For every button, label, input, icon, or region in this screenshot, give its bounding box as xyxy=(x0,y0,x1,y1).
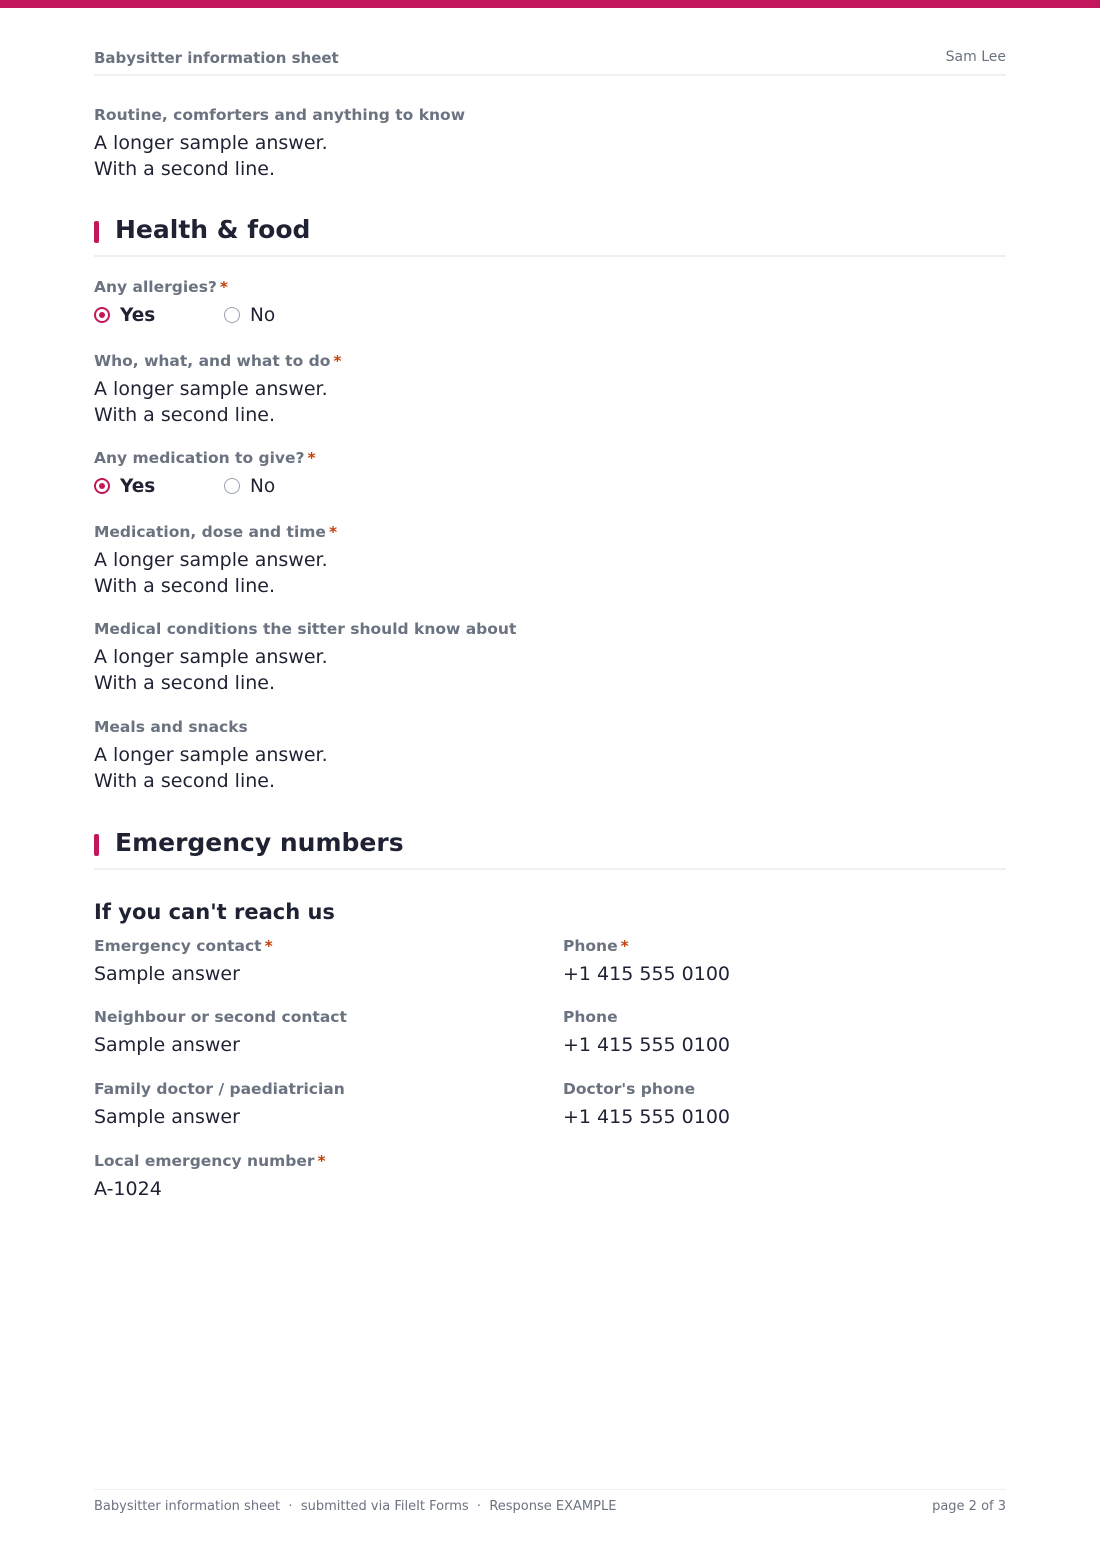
field-label: Medical conditions the sitter should know about xyxy=(94,620,517,638)
label-text: Phone xyxy=(563,937,618,955)
emergency-subheading: If you can't reach us xyxy=(94,900,335,924)
allergies-radio-group xyxy=(94,302,276,328)
answer-line: With a second line. xyxy=(94,404,275,426)
label-text: Any medication to give? xyxy=(94,449,305,467)
label-text: Who, what, and what to do xyxy=(94,352,331,370)
radio-label: Yes xyxy=(120,304,156,326)
radio-label: Yes xyxy=(120,475,156,497)
radio-unchecked-icon xyxy=(224,478,240,494)
field-value: A-1024 xyxy=(94,1178,162,1200)
required-marker: * xyxy=(307,449,316,467)
field-label xyxy=(94,351,341,371)
answer-line: With a second line. xyxy=(94,770,275,792)
answer-line: A longer sample answer. xyxy=(94,549,328,571)
field-label: Meals and snacks xyxy=(94,718,248,736)
medication-radio-group xyxy=(94,473,316,499)
allergies-yes-radio[interactable] xyxy=(94,302,155,328)
required-marker: * xyxy=(328,523,338,541)
document-page xyxy=(94,0,1006,1556)
field-value xyxy=(94,130,465,182)
answer-line: With a second line. xyxy=(94,158,275,180)
allergies-no-radio[interactable] xyxy=(224,302,275,328)
field-value xyxy=(94,376,341,428)
radio-unchecked-icon xyxy=(224,307,240,323)
doctor-field xyxy=(94,1079,345,1130)
field-value: Sample answer xyxy=(94,963,240,985)
document-author: Sam Lee xyxy=(945,49,1006,65)
meals-field xyxy=(94,717,328,794)
radio-label: No xyxy=(250,304,276,326)
label-text: Local emergency number xyxy=(94,1152,315,1170)
medication-field xyxy=(94,448,316,499)
required-marker: * xyxy=(620,937,629,955)
emergency-contact-field xyxy=(94,936,273,987)
answer-line: A longer sample answer. xyxy=(94,132,328,154)
radio-label: No xyxy=(250,475,276,497)
neighbour-field xyxy=(94,1007,347,1058)
field-label xyxy=(94,1151,326,1171)
emergency-contact-phone-field xyxy=(563,936,730,987)
neighbour-phone-field xyxy=(563,1007,730,1058)
answer-line: With a second line. xyxy=(94,575,275,597)
answer-line: A longer sample answer. xyxy=(94,744,328,766)
answer-line: A longer sample answer. xyxy=(94,646,328,668)
who-what-field xyxy=(94,351,341,428)
section-title: Health & food xyxy=(115,215,311,244)
field-label: Doctor's phone xyxy=(563,1080,696,1098)
required-marker: * xyxy=(333,352,342,370)
required-marker: * xyxy=(264,937,273,955)
field-label: Family doctor / paediatrician xyxy=(94,1080,345,1098)
field-label: Neighbour or second contact xyxy=(94,1008,347,1026)
label-text: Any allergies? xyxy=(94,278,217,296)
field-value: Sample answer xyxy=(94,1106,240,1128)
field-value: +1 415 555 0100 xyxy=(563,1034,731,1056)
field-label xyxy=(94,277,228,297)
answer-line: With a second line. xyxy=(94,672,275,694)
field-label xyxy=(94,448,316,468)
routine-field xyxy=(94,105,465,182)
page-number: page 2 of 3 xyxy=(932,1499,1006,1514)
medication-dose-field xyxy=(94,522,337,599)
medication-yes-radio[interactable] xyxy=(94,473,155,499)
label-text: Emergency contact xyxy=(94,937,262,955)
section-health-food xyxy=(94,217,1006,257)
doctor-phone-field xyxy=(563,1079,730,1130)
answer-line: A longer sample answer. xyxy=(94,378,328,400)
radio-checked-icon xyxy=(94,478,110,494)
section-accent-bar xyxy=(94,221,99,243)
section-title: Emergency numbers xyxy=(115,828,404,857)
document-title: Babysitter information sheet xyxy=(94,49,339,67)
label-text: Medication, dose and time xyxy=(94,523,326,541)
field-value: +1 415 555 0100 xyxy=(563,1106,731,1128)
field-label: Phone xyxy=(563,1008,618,1026)
local-emergency-field xyxy=(94,1151,326,1202)
document-header xyxy=(94,48,1006,76)
radio-checked-icon xyxy=(94,307,110,323)
section-emergency-numbers xyxy=(94,830,1006,870)
field-label xyxy=(94,936,273,956)
field-value: +1 415 555 0100 xyxy=(563,963,731,985)
document-footer xyxy=(94,1489,1006,1519)
field-value xyxy=(94,742,328,794)
allergies-field xyxy=(94,277,276,328)
field-label xyxy=(94,522,337,542)
medication-no-radio[interactable] xyxy=(224,473,275,499)
field-value: Sample answer xyxy=(94,1034,240,1056)
required-marker: * xyxy=(219,278,229,296)
medical-conditions-field xyxy=(94,619,516,696)
field-label xyxy=(563,936,730,956)
field-value xyxy=(94,644,516,696)
required-marker: * xyxy=(317,1152,326,1170)
field-value xyxy=(94,547,337,599)
field-label: Routine, comforters and anything to know xyxy=(94,106,466,124)
footer-source: Babysitter information sheet · submitted via FileIt Forms · Response EXAMPLE xyxy=(94,1499,617,1514)
section-accent-bar xyxy=(94,834,99,856)
